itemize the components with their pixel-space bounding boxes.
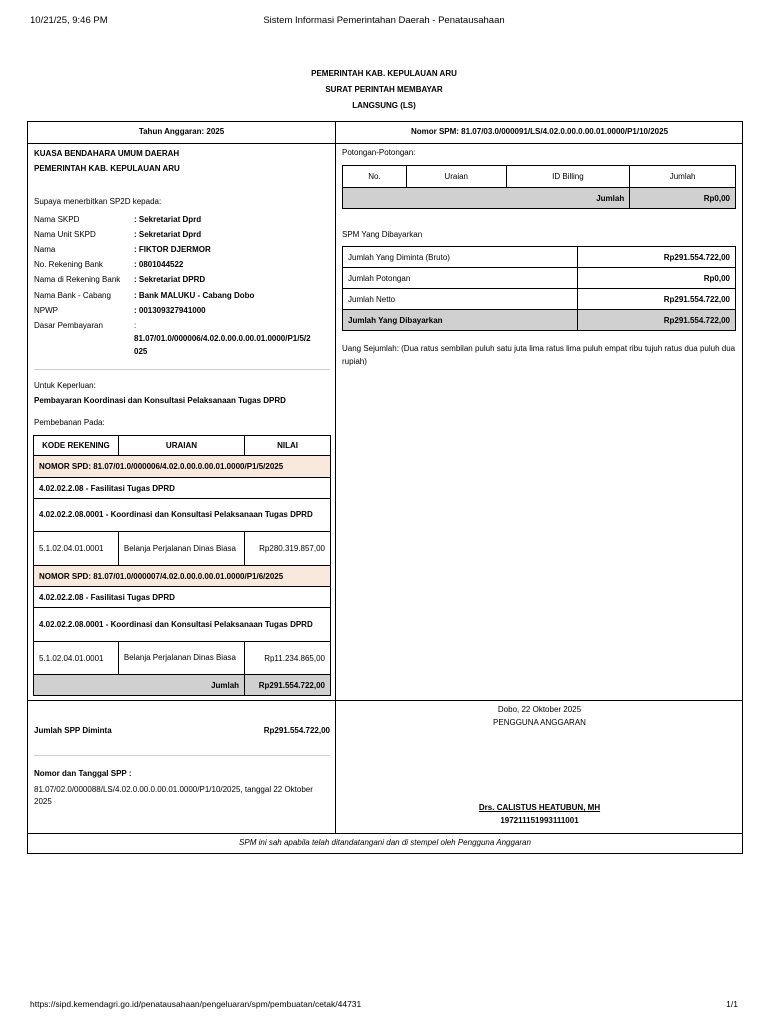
potongan-header-no: No. — [343, 166, 407, 188]
keperluan-value: Pembayaran Koordinasi dan Konsultasi Pelaksanaan Tugas DPRD — [34, 396, 286, 405]
table-row — [343, 268, 736, 289]
validity-footnote: SPM ini sah apabila telah ditandatangani dan di stempel oleh Pengguna Anggaran — [239, 838, 531, 847]
row1-kode: 5.1.02.04.01.0001 — [34, 532, 119, 566]
jumlah-spp-value: Rp291.554.722,00 — [263, 726, 330, 735]
sub-kegiatan-2a: 4.02.02.2.08 - Fasilitasi Tugas DPRD — [34, 587, 331, 608]
pemerintah-label: PEMERINTAH KAB. KEPULAUAN ARU — [34, 164, 180, 173]
field-value-nama-bank: : Bank MALUKU - Cabang Dobo — [134, 291, 255, 300]
field-value-nama: : FIKTOR DJERMOR — [134, 245, 211, 254]
table-row — [34, 456, 331, 478]
field-label-nama-skpd: Nama SKPD — [34, 215, 80, 224]
signer-nip: 197211151993111001 — [500, 816, 579, 825]
spd-row-1: NOMOR SPD: 81.07/01.0/000006/4.02.0.00.0.00.01.0000/P1/5/2025 — [34, 456, 331, 478]
heading-line-2: SURAT PERINTAH MEMBAYAR — [325, 85, 443, 94]
table-total-row — [34, 675, 331, 696]
total-value: Rp291.554.722,00 — [245, 675, 331, 696]
nomor-spm: Nomor SPM: 81.07/03.0/000091/LS/4.02.0.00.0.00.01.0000/P1/10/2025 — [410, 127, 669, 136]
potongan-total-row — [343, 188, 736, 209]
sub-kegiatan-2b: 4.02.02.2.08.0001 - Koordinasi dan Konsultasi Pelaksanaan Tugas DPRD — [34, 608, 331, 642]
spm-document-box — [27, 121, 743, 854]
field-label-nama: Nama — [34, 245, 56, 254]
potongan-header-jumlah: Jumlah — [630, 166, 736, 188]
footnote-divider — [28, 833, 742, 834]
summary-total-value: Rp291.554.722,00 — [578, 310, 736, 331]
heading-line-1: PEMERINTAH KAB. KEPULAUAN ARU — [311, 69, 457, 78]
field-label-nama-bank: Nama Bank - Cabang — [34, 291, 111, 300]
document-heading — [0, 66, 768, 114]
potongan-header-row — [343, 166, 736, 188]
tahun-anggaran: Tahun Anggaran: 2025 — [138, 127, 225, 136]
kuasa-bendahara: KUASA BENDAHARA UMUM DAERAH — [34, 149, 180, 158]
left-separator-1 — [34, 369, 330, 370]
heading-line-3: LANGSUNG (LS) — [352, 101, 416, 110]
signer-role: PENGGUNA ANGGARAN — [493, 718, 586, 727]
nomor-spp-label: Nomor dan Tanggal SPP : — [34, 769, 132, 778]
place-date: Dobo, 22 Oktober 2025 — [497, 705, 582, 714]
spd-row-2: NOMOR SPD: 81.07/01.0/000007/4.02.0.00.0.00.01.0000/P1/6/2025 — [34, 566, 331, 587]
header-kode-rekening: KODE REKENING — [34, 436, 119, 456]
summary-netto-label: Jumlah Netto — [343, 289, 578, 310]
summary-netto-value: Rp291.554.722,00 — [578, 289, 736, 310]
table-row — [34, 478, 331, 499]
pembebanan-label: Pembebanan Pada: — [34, 418, 105, 427]
print-datetime: 10/21/25, 9:46 PM — [30, 15, 108, 26]
field-value-dasar-2: 025 — [134, 347, 148, 356]
field-value-no-rekening: : 0801044522 — [134, 260, 184, 269]
table-row — [34, 642, 331, 675]
summary-bruto-value: Rp291.554.722,00 — [578, 247, 736, 268]
row2-nilai: Rp11.234.865,00 — [245, 642, 331, 675]
summary-bruto-label: Jumlah Yang Diminta (Bruto) — [343, 247, 578, 268]
row2-kode: 5.1.02.04.01.0001 — [34, 642, 119, 675]
field-value-nama-skpd: : Sekretariat Dprd — [134, 215, 202, 224]
untuk-keperluan-label: Untuk Keperluan: — [34, 381, 96, 390]
row1-nilai: Rp280.319.857,00 — [245, 532, 331, 566]
potongan-header-uraian: Uraian — [406, 166, 506, 188]
signer-name: Drs. CALISTUS HEATUBUN, MH — [478, 803, 601, 812]
print-footer — [30, 999, 738, 1011]
nomor-spp-value: 81.07/02.0/000088/LS/4.02.0.00.0.00.01.0000/P1/10/2025, tanggal 22 Oktober 2025 — [34, 785, 313, 806]
table-row — [34, 608, 331, 642]
table-row — [343, 247, 736, 268]
field-colon-dasar: : — [134, 321, 137, 330]
row1-uraian: Belanja Perjalanan Dinas Biasa — [118, 532, 244, 566]
potongan-table — [342, 165, 736, 209]
table-row — [34, 566, 331, 587]
table-header-row — [34, 436, 331, 456]
print-header — [30, 15, 738, 27]
sub-kegiatan-1a: 4.02.02.2.08 - Fasilitasi Tugas DPRD — [34, 478, 331, 499]
potongan-label: Potongan-Potongan: — [342, 148, 416, 157]
table-row — [343, 289, 736, 310]
field-value-nama-rekening: : Sekretariat DPRD — [134, 275, 206, 284]
header-nilai: NILAI — [245, 436, 331, 456]
field-label-nama-unit-skpd: Nama Unit SKPD — [34, 230, 96, 239]
row2-uraian: Belanja Perjalanan Dinas Biasa — [118, 642, 244, 675]
table-row — [34, 587, 331, 608]
top-row-divider — [28, 143, 742, 144]
field-label-no-rekening: No. Rekening Bank — [34, 260, 103, 269]
potongan-total-label: Jumlah — [343, 188, 630, 209]
bottom-section-divider — [28, 700, 742, 701]
uang-sejumlah: Uang Sejumlah: (Dua ratus sembilan puluh satu juta lima ratus lima puluh empat ribu tujuh ratus dua puluh dua rupiah) — [342, 344, 736, 366]
summary-potongan-label: Jumlah Potongan — [343, 268, 578, 289]
spm-dibayarkan-label: SPM Yang Dibayarkan — [342, 230, 423, 239]
left-separator-2 — [34, 755, 330, 756]
header-uraian: URAIAN — [118, 436, 244, 456]
field-label-npwp: NPWP — [34, 306, 58, 315]
field-value-npwp: : 001309327941000 — [134, 306, 206, 315]
print-url: https://sipd.kemendagri.go.id/penatausahaan/pengeluaran/spm/pembuatan/cetak/44731 — [30, 999, 362, 1009]
supaya-label: Supaya menerbitkan SP2D kepada: — [34, 197, 162, 206]
table-row — [34, 532, 331, 566]
summary-total-row — [343, 310, 736, 331]
potongan-header-id-billing: ID Billing — [506, 166, 630, 188]
field-value-nama-unit-skpd: : Sekretariat Dprd — [134, 230, 202, 239]
spm-summary-table — [342, 246, 736, 331]
print-page-number: 1/1 — [726, 999, 738, 1009]
print-page-title: Sistem Informasi Pemerintahan Daerah - Penatausahaan — [263, 15, 505, 26]
sub-kegiatan-1b: 4.02.02.2.08.0001 - Koordinasi dan Konsultasi Pelaksanaan Tugas DPRD — [34, 499, 331, 532]
summary-total-label: Jumlah Yang Dibayarkan — [343, 310, 578, 331]
jumlah-spp-label: Jumlah SPP Diminta — [34, 726, 112, 735]
field-label-nama-rekening: Nama di Rekening Bank — [34, 275, 121, 284]
field-value-dasar-1: 81.07/01.0/000006/4.02.0.00.0.00.01.0000/P1/5/2 — [134, 334, 311, 343]
field-label-dasar: Dasar Pembayaran — [34, 321, 103, 330]
pembebanan-table — [33, 435, 331, 696]
total-label: Jumlah — [34, 675, 245, 696]
table-row — [34, 499, 331, 532]
potongan-total-value: Rp0,00 — [630, 188, 736, 209]
summary-potongan-value: Rp0,00 — [578, 268, 736, 289]
